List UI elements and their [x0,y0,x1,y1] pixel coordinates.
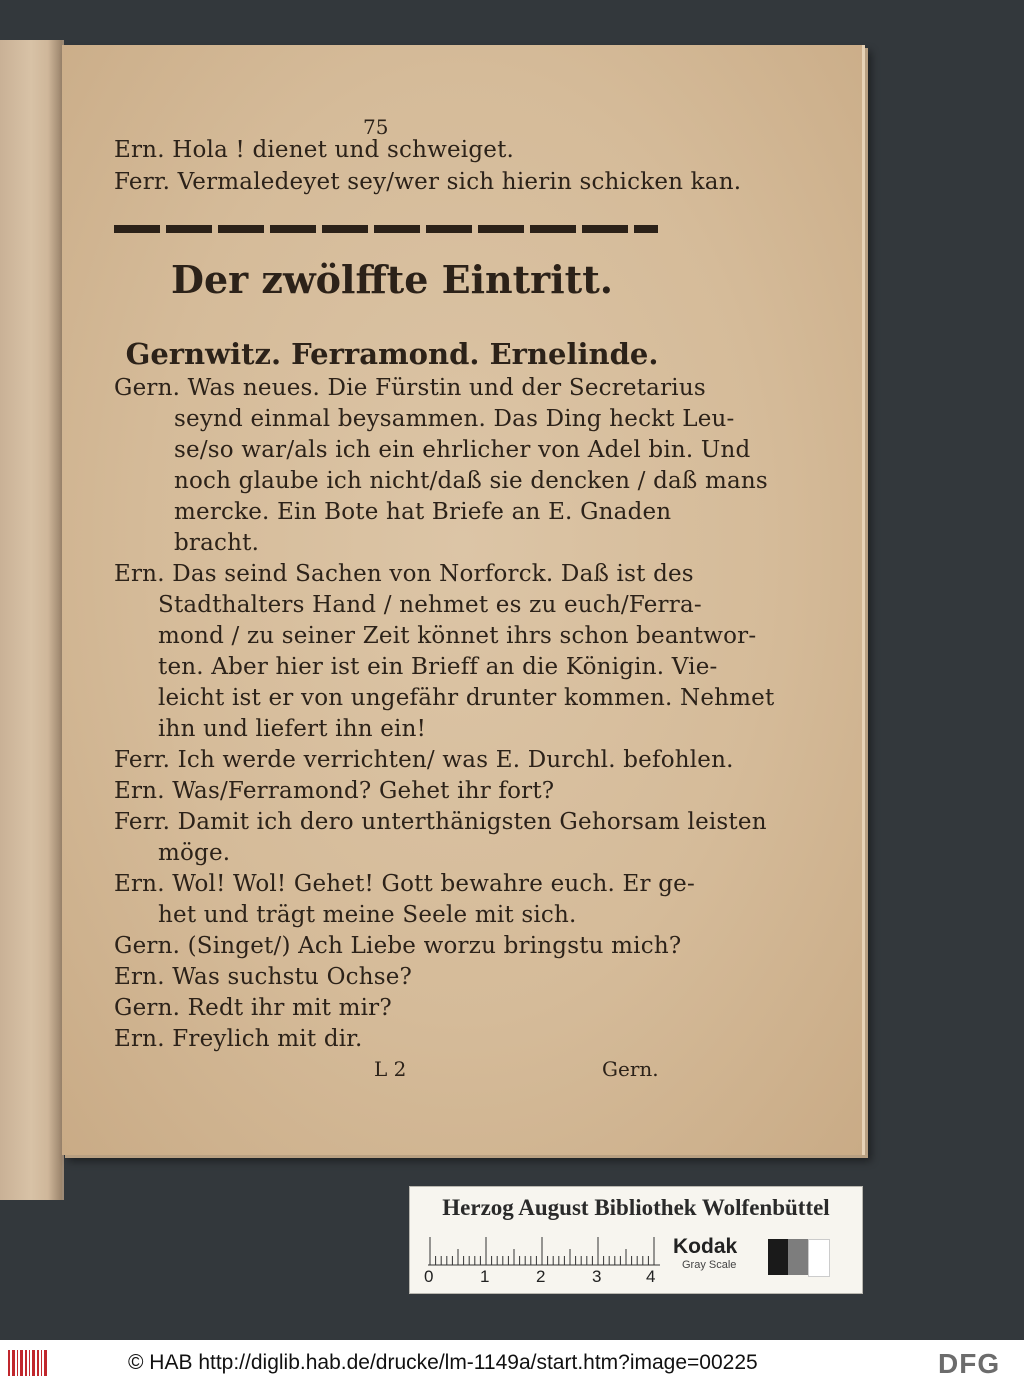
gray-swatch-mid [788,1239,808,1275]
text-line: möge. [158,840,231,866]
text-line: Gern. Redt ihr mit mir? [114,995,392,1021]
scale-number: 2 [536,1267,546,1286]
kodak-brand: Kodak [673,1235,738,1258]
text-line: Ferr. Damit ich dero unterthänigsten Gehorsam leisten [114,809,767,835]
text-line: het und trägt meine Seele mit sich. [158,902,577,928]
copyright-link[interactable]: © HAB http://diglib.hab.de/drucke/lm-1149a/start.htm?image=00225 [128,1351,758,1374]
barcode-icon [8,1350,48,1376]
text-line: Ern. Wol! Wol! Gehet! Gott bewahre euch. Er ge- [114,871,695,897]
gray-swatch-white [808,1239,830,1277]
page-number: 75 [363,115,389,139]
scene-title: Der zwölffte Eintritt. [171,257,613,302]
gray-swatch-black [768,1239,788,1275]
book-page [62,45,865,1155]
gray-scale-label: Gray Scale [682,1259,737,1271]
facing-page-edge [0,40,64,1200]
footer-bar [0,1340,1024,1386]
text-line: Ern. Das seind Sachen von Norforck. Daß ist des [114,561,694,587]
text-line: Gern. Was neues. Die Fürstin und der Secretarius [114,375,706,401]
text-line: mercke. Ein Bote hat Briefe an E. Gnaden [174,499,672,525]
text-line: bracht. [174,530,260,556]
signature-mark: L 2 [374,1057,407,1081]
text-line: mond / zu seiner Zeit könnet ihrs schon beantwor- [158,623,757,649]
text-line: ihn und liefert ihn ein! [158,716,427,742]
decorative-rule [114,225,658,233]
header-line: Ern. Hola ! dienet und schweiget. [114,137,515,163]
scale-number: 0 [424,1267,434,1286]
text-line: Stadthalters Hand / nehmet es zu euch/Ferra- [158,592,702,618]
header-line: Ferr. Vermaledeyet sey/wer sich hierin schicken kan. [114,169,742,195]
text-line: se/so war/als ich ein ehrlicher von Adel bin. Und [174,437,751,463]
dfg-logo: DFG [938,1348,1001,1379]
cast-list: Gernwitz. Ferramond. Ernelinde. [125,337,659,371]
text-line: Ern. Was/Ferramond? Gehet ihr fort? [114,778,555,804]
ruler-scale [428,1237,660,1267]
scale-number: 3 [592,1267,602,1286]
color-reference-card [409,1186,863,1294]
scale-number: 1 [480,1267,490,1286]
text-line: noch glaube ich nicht/daß sie dencken / daß mans [174,468,768,494]
text-line: Ferr. Ich werde verrichten/ was E. Durchl. befohlen. [114,747,734,773]
library-name: Herzog August Bibliothek Wolfenbüttel [442,1195,830,1220]
scale-number: 4 [646,1267,656,1286]
text-line: leicht ist er von ungefähr drunter kommen. Nehmet [158,685,775,711]
text-line: Gern. (Singet/) Ach Liebe worzu bringstu mich? [114,933,682,959]
text-line: Ern. Was suchstu Ochse? [114,964,413,990]
catchword: Gern. [602,1057,659,1081]
text-line: Ern. Freylich mit dir. [114,1026,363,1052]
text-line: ten. Aber hier ist ein Brieff an die Königin. Vie- [158,654,718,680]
text-line: seynd einmal beysammen. Das Ding heckt Leu- [174,406,735,432]
